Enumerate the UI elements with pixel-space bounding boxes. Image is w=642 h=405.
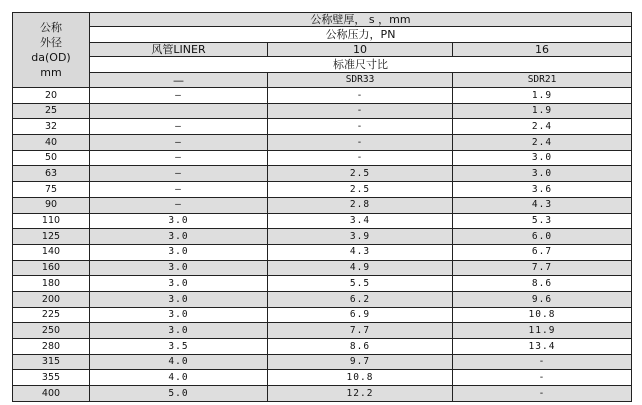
liner-cell: 4.0: [90, 370, 268, 386]
liner-cell: —: [90, 166, 268, 182]
wall-thickness-table: [12, 12, 632, 402]
sdr-pn16: SDR21: [453, 73, 632, 88]
pn16-cell: 5.3: [453, 213, 632, 229]
od-cell: 110: [13, 213, 90, 229]
liner-cell: —: [90, 197, 268, 213]
od-cell: 400: [13, 386, 90, 402]
liner-cell: 4.0: [90, 354, 268, 370]
liner-cell: —: [90, 150, 268, 166]
pn10-cell: 3.9: [268, 229, 453, 245]
corner-line-4: mm: [40, 66, 62, 79]
pn10-cell: 4.9: [268, 260, 453, 276]
pn10-cell: -: [268, 103, 453, 119]
table-row: [13, 260, 632, 276]
liner-cell: 3.0: [90, 260, 268, 276]
pn16-cell: 6.7: [453, 244, 632, 260]
pn16-cell: -: [453, 370, 632, 386]
od-cell: 63: [13, 166, 90, 182]
od-cell: 280: [13, 339, 90, 355]
liner-cell: 3.0: [90, 276, 268, 292]
od-cell: 125: [13, 229, 90, 245]
corner-line-3: da(OD): [31, 51, 71, 64]
table-row: [13, 307, 632, 323]
pn10-cell: 2.8: [268, 197, 453, 213]
od-cell: 315: [13, 354, 90, 370]
pn16-cell: -: [453, 386, 632, 402]
table-row: [13, 197, 632, 213]
pn16-cell: 4.3: [453, 197, 632, 213]
pn16-cell: 3.0: [453, 150, 632, 166]
pn16-cell: 9.6: [453, 291, 632, 307]
sdr-liner: —: [90, 73, 268, 88]
liner-cell: 3.0: [90, 323, 268, 339]
outer-diameter-header: [13, 13, 90, 88]
od-cell: 20: [13, 88, 90, 104]
pn10-cell: 3.4: [268, 213, 453, 229]
pn10-cell: -: [268, 119, 453, 135]
pn16-cell: 3.0: [453, 166, 632, 182]
pn10-cell: -: [268, 150, 453, 166]
od-cell: 90: [13, 197, 90, 213]
od-cell: 355: [13, 370, 90, 386]
table-row: [13, 119, 632, 135]
table-row: [13, 291, 632, 307]
col-header-pn16: 16: [453, 43, 632, 57]
liner-cell: 3.5: [90, 339, 268, 355]
pn10-cell: 10.8: [268, 370, 453, 386]
liner-cell: 3.0: [90, 307, 268, 323]
sdr-title-header: 标准尺寸比: [90, 57, 632, 73]
table-row: [13, 182, 632, 198]
corner-line-1: 公称: [40, 21, 62, 34]
table-row: [13, 339, 632, 355]
table-row: [13, 276, 632, 292]
pn16-cell: 1.9: [453, 88, 632, 104]
pn10-cell: 6.2: [268, 291, 453, 307]
table-row: [13, 103, 632, 119]
liner-cell: —: [90, 135, 268, 151]
liner-cell: 3.0: [90, 291, 268, 307]
wall-thickness-header: 公称壁厚， s ，mm: [90, 13, 632, 27]
pn10-cell: 12.2: [268, 386, 453, 402]
liner-cell: —: [90, 119, 268, 135]
pn16-cell: 2.4: [453, 135, 632, 151]
pn10-cell: 2.5: [268, 182, 453, 198]
pn16-cell: 8.6: [453, 276, 632, 292]
od-cell: 160: [13, 260, 90, 276]
table-row: [13, 213, 632, 229]
table-row: [13, 386, 632, 402]
pn16-cell: 11.9: [453, 323, 632, 339]
liner-cell: —: [90, 182, 268, 198]
liner-cell: 3.0: [90, 213, 268, 229]
pn16-cell: 2.4: [453, 119, 632, 135]
od-cell: 250: [13, 323, 90, 339]
od-cell: 32: [13, 119, 90, 135]
table-row: [13, 229, 632, 245]
od-cell: 200: [13, 291, 90, 307]
pn16-cell: 6.0: [453, 229, 632, 245]
od-cell: 180: [13, 276, 90, 292]
pn10-cell: 2.5: [268, 166, 453, 182]
col-header-pn10: 10: [268, 43, 453, 57]
table-row: [13, 354, 632, 370]
od-cell: 225: [13, 307, 90, 323]
header-row-sdr-values: [13, 73, 632, 88]
table-row: [13, 166, 632, 182]
od-cell: 40: [13, 135, 90, 151]
pn10-cell: -: [268, 135, 453, 151]
od-cell: 140: [13, 244, 90, 260]
liner-cell: 3.0: [90, 229, 268, 245]
table-row: [13, 150, 632, 166]
pn10-cell: 4.3: [268, 244, 453, 260]
od-cell: 75: [13, 182, 90, 198]
od-cell: 50: [13, 150, 90, 166]
pn10-cell: 7.7: [268, 323, 453, 339]
col-header-liner: 风管LINER: [90, 43, 268, 57]
pn10-cell: 8.6: [268, 339, 453, 355]
table-body: [13, 88, 632, 402]
header-row-wall-thickness: [13, 13, 632, 27]
pn16-cell: 3.6: [453, 182, 632, 198]
pn16-cell: -: [453, 354, 632, 370]
liner-cell: 3.0: [90, 244, 268, 260]
header-row-sdr-title: [13, 57, 632, 73]
table-row: [13, 244, 632, 260]
pn16-cell: 7.7: [453, 260, 632, 276]
pn10-cell: 6.9: [268, 307, 453, 323]
od-cell: 25: [13, 103, 90, 119]
nominal-pressure-header: 公称压力，PN: [90, 27, 632, 43]
pn10-cell: 5.5: [268, 276, 453, 292]
liner-cell: —: [90, 88, 268, 104]
header-row-pressure: [13, 27, 632, 43]
pn16-cell: 10.8: [453, 307, 632, 323]
header-row-columns: [13, 43, 632, 57]
pn16-cell: 13.4: [453, 339, 632, 355]
sdr-pn10: SDR33: [268, 73, 453, 88]
table-row: [13, 88, 632, 104]
table-row: [13, 135, 632, 151]
liner-cell: 5.0: [90, 386, 268, 402]
wall-thickness-table-container: [12, 12, 631, 402]
pn16-cell: 1.9: [453, 103, 632, 119]
table-row: [13, 323, 632, 339]
pn10-cell: 9.7: [268, 354, 453, 370]
table-row: [13, 370, 632, 386]
pn10-cell: -: [268, 88, 453, 104]
liner-cell: [90, 103, 268, 119]
corner-line-2: 外径: [40, 36, 62, 49]
